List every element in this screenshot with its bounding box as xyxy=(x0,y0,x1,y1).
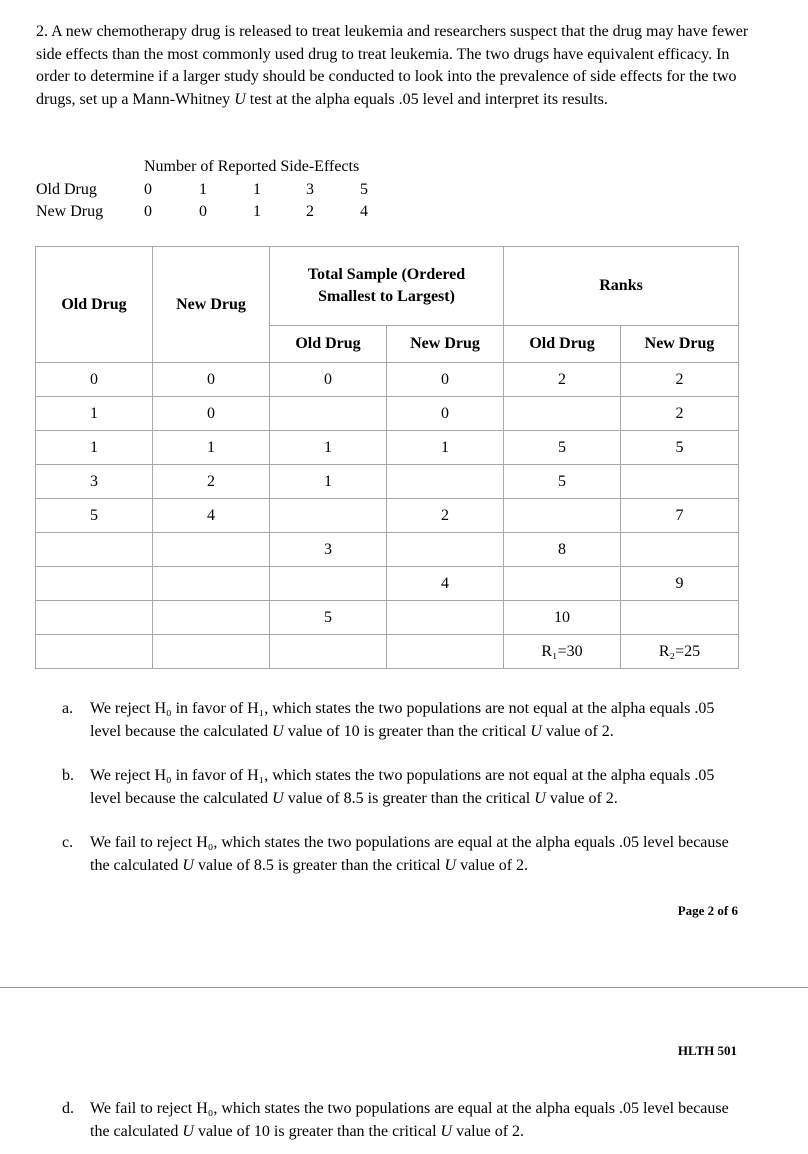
table-cell: 5 xyxy=(504,431,621,465)
table-cell: 2 xyxy=(621,363,739,397)
table-cell: 2 xyxy=(387,499,504,533)
data-value: 0 xyxy=(199,203,207,220)
subheader-cell: Old Drug xyxy=(270,326,387,363)
table-cell: 1 xyxy=(270,431,387,465)
table-cell: 1 xyxy=(153,431,270,465)
page-divider xyxy=(0,987,808,988)
header-new-drug: New Drug xyxy=(153,247,270,363)
data-row-label: Old Drug xyxy=(36,181,97,198)
table-cell: 1 xyxy=(387,431,504,465)
table-cell: 0 xyxy=(387,363,504,397)
table-cell: 0 xyxy=(387,397,504,431)
table-cell: 7 xyxy=(621,499,739,533)
table-cell xyxy=(504,567,621,601)
subheader-cell: New Drug xyxy=(387,326,504,363)
table-cell: R₂=25 xyxy=(621,635,739,669)
subheader-cell: New Drug xyxy=(621,326,739,363)
table-cell: 5 xyxy=(504,465,621,499)
data-value: 0 xyxy=(144,181,152,198)
table-cell xyxy=(153,533,270,567)
table-cell xyxy=(504,397,621,431)
option-text: We reject H₀ in favor of H₁, which states the two populations are not equal at the alpha equals .05 level because the calculated U value of 8.5 is greater than the critical U value of 2. xyxy=(90,767,715,807)
question-text: 2. A new chemotherapy drug is released to treat leukemia and researchers suspect that the drug may have fewer side effects than the most commonly used drug to treat leukemia. The two drugs have equivalent efficacy. In order to determine if a larger study should be conducted to look into the prevalence of side effects for the two drugs, set up a Mann-Whitney U test at the alpha equals .05 level and interpret its results. xyxy=(36,23,749,108)
header-old-drug: Old Drug xyxy=(36,247,153,363)
data-value: 1 xyxy=(199,181,207,198)
table-row xyxy=(36,567,739,601)
question-number: 2. xyxy=(36,23,48,40)
table-row xyxy=(36,533,739,567)
table-cell xyxy=(36,567,153,601)
data-row-label: New Drug xyxy=(36,203,104,220)
table-cell: 5 xyxy=(621,431,739,465)
table-cell xyxy=(504,499,621,533)
table-cell: 3 xyxy=(36,465,153,499)
data-value: 0 xyxy=(144,203,152,220)
table-cell xyxy=(387,635,504,669)
table-cell xyxy=(387,601,504,635)
table-cell xyxy=(270,499,387,533)
table-cell: 2 xyxy=(504,363,621,397)
table-row xyxy=(36,431,739,465)
table-cell xyxy=(621,465,739,499)
table-cell xyxy=(36,635,153,669)
option-letter: a. xyxy=(62,700,74,717)
option-text: We fail to reject H₀, which states the two populations are equal at the alpha equals .05 level because the calculated U value of 10 is greater than the critical U value of 2. xyxy=(90,1100,729,1140)
table-cell: 0 xyxy=(270,363,387,397)
option-c[interactable] xyxy=(62,832,742,877)
table-cell xyxy=(621,601,739,635)
table-cell xyxy=(153,635,270,669)
mann-whitney-table xyxy=(35,246,739,669)
table-row xyxy=(36,465,739,499)
table-cell: 0 xyxy=(36,363,153,397)
data-value: 1 xyxy=(253,181,261,198)
data-value: 3 xyxy=(306,181,314,198)
data-summary-header: Number of Reported Side-Effects xyxy=(144,158,360,175)
table-cell xyxy=(270,567,387,601)
table-row xyxy=(36,635,739,669)
table-cell: 5 xyxy=(36,499,153,533)
table-cell: 1 xyxy=(36,431,153,465)
option-letter: c. xyxy=(62,834,74,851)
header-total-sample: Total Sample (Ordered Smallest to Largest) xyxy=(270,247,504,326)
table-cell xyxy=(621,533,739,567)
page-number: Page 2 of 6 xyxy=(677,903,738,918)
data-value: 2 xyxy=(306,203,314,220)
option-letter: d. xyxy=(62,1100,74,1117)
table-cell xyxy=(387,533,504,567)
data-value: 5 xyxy=(360,181,368,198)
table-cell: 2 xyxy=(153,465,270,499)
table-cell xyxy=(36,533,153,567)
option-letter: b. xyxy=(62,767,74,784)
subheader-cell: Old Drug xyxy=(504,326,621,363)
table-row xyxy=(36,397,739,431)
table-header-row xyxy=(36,247,739,326)
table-cell xyxy=(36,601,153,635)
table-cell: 0 xyxy=(153,363,270,397)
table-cell: 3 xyxy=(270,533,387,567)
table-cell xyxy=(270,397,387,431)
data-value: 1 xyxy=(253,203,261,220)
table-cell xyxy=(153,567,270,601)
option-a[interactable] xyxy=(62,698,742,743)
table-cell: 5 xyxy=(270,601,387,635)
table-cell: 8 xyxy=(504,533,621,567)
table-cell: R₁=30 xyxy=(504,635,621,669)
table-row xyxy=(36,499,739,533)
option-b[interactable] xyxy=(62,765,742,810)
table-cell xyxy=(387,465,504,499)
table-cell xyxy=(153,601,270,635)
option-d[interactable] xyxy=(62,1098,742,1143)
table-cell: 2 xyxy=(621,397,739,431)
table-row xyxy=(36,363,739,397)
option-text: We reject H₀ in favor of H₁, which states the two populations are not equal at the alpha equals .05 level because the calculated U value of 10 is greater than the critical U value of 2. xyxy=(90,700,715,740)
table-cell: 4 xyxy=(387,567,504,601)
data-value: 4 xyxy=(360,203,368,220)
header-ranks: Ranks xyxy=(504,247,739,326)
option-text: We fail to reject H₀, which states the two populations are equal at the alpha equals .05 level because the calculated U value of 8.5 is greater than the critical U value of 2. xyxy=(90,834,729,874)
table-cell: 1 xyxy=(36,397,153,431)
table-cell: 4 xyxy=(153,499,270,533)
table-cell: 9 xyxy=(621,567,739,601)
table-cell: 10 xyxy=(504,601,621,635)
table-cell: 0 xyxy=(153,397,270,431)
table-row xyxy=(36,601,739,635)
course-code: HLTH 501 xyxy=(677,1043,737,1058)
table-cell xyxy=(270,635,387,669)
table-cell: 1 xyxy=(270,465,387,499)
